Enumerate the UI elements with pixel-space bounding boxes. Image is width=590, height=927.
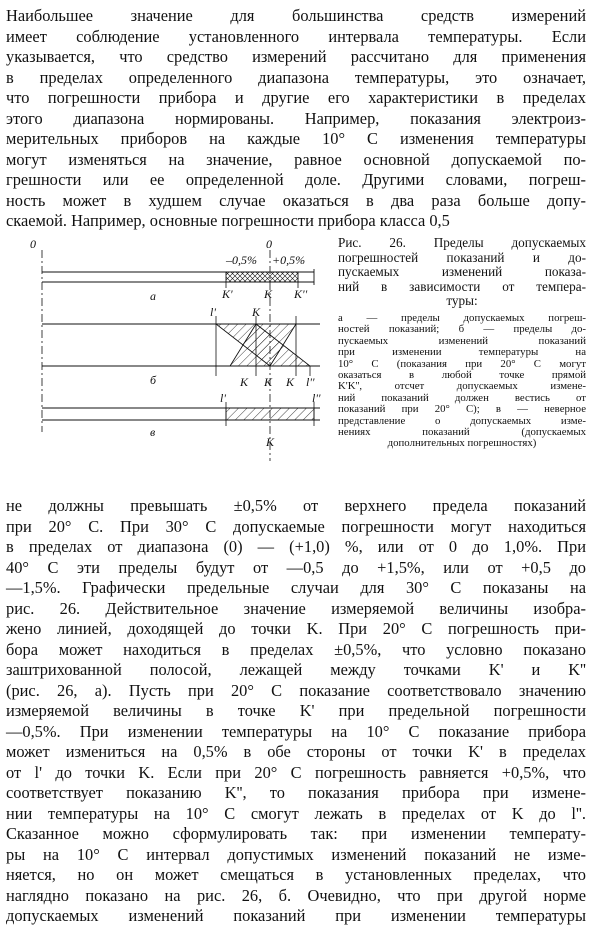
caption-body-line: 10° С (показания при 20° С могут bbox=[338, 357, 586, 370]
caption-body-line: ний показаний должен вестись от bbox=[338, 391, 586, 404]
bottom-paragraph-line: измеряемой величины в точке K' при предельной погрешности bbox=[6, 701, 586, 720]
label-K-b2: K bbox=[264, 375, 273, 389]
figure-26-diagram bbox=[20, 236, 336, 472]
label-K-b1: K bbox=[240, 375, 249, 389]
bottom-paragraph-line: —0,5%. При изменении температуры на 10° С показание прибора bbox=[6, 721, 586, 741]
minus-label: –0,5% bbox=[226, 253, 257, 267]
bottom-paragraph-line: от l' до точки K. Если при 20° С погрешность равняется +0,5%, что bbox=[6, 762, 586, 782]
bottom-paragraph-line: (рис. 26, а). Пусть при 20° С показание соответствовало значению bbox=[6, 680, 586, 700]
caption-body-line: при изменении температуры на bbox=[338, 346, 586, 359]
panel-b bbox=[42, 305, 320, 389]
bottom-paragraph-line: допускаемых изменений показаний при изменении температуры bbox=[6, 906, 586, 925]
zero-top-label: 0 bbox=[266, 237, 272, 251]
bottom-paragraph-line: няется, но он может смещаться в установленных пределах, что bbox=[6, 865, 586, 884]
label-l1-v: l' bbox=[220, 391, 226, 405]
caption-title-line: туры: bbox=[446, 293, 478, 309]
caption-body-line: а — пределы допускаемых погреш- bbox=[338, 311, 586, 324]
top-paragraph-line: грешности или ее определенной доле. Другими словами, погреш- bbox=[6, 170, 586, 189]
top-paragraph-line: указывается, что средство измерений рассчитано для применения bbox=[6, 47, 586, 66]
label-K-a: K bbox=[264, 287, 273, 301]
label-b: б bbox=[150, 373, 157, 387]
bottom-paragraph-line: наглядно показано на рис. 26, б. Очевидно, что при другой норме bbox=[6, 885, 586, 905]
bottom-paragraph-line: соответствует показанию K'', то показания прибора при измене- bbox=[6, 783, 586, 802]
caption-body-line: представление о допускаемых изме- bbox=[338, 414, 586, 427]
label-K-b3: K bbox=[286, 375, 295, 389]
bottom-paragraph-line: может измениться на 0,5% в обе стороны от точки K' в пределах bbox=[6, 742, 586, 761]
bottom-paragraph-line: —1,5%. Графически предельные случаи для 30° С показаны на bbox=[6, 578, 586, 597]
top-paragraph-line: Наибольшее значение для большинства средств измерений bbox=[6, 6, 586, 25]
caption-title-line: ний в зависимости от темпера- bbox=[338, 278, 586, 294]
caption-body bbox=[338, 313, 586, 450]
caption-title-line: пускаемых изменений показа- bbox=[338, 264, 586, 280]
top-paragraph-line: имеет соблюдение установленного интервала температуры. Если bbox=[6, 26, 586, 46]
zero-left-label: 0 bbox=[30, 237, 36, 251]
panel-a bbox=[42, 269, 314, 303]
caption-body-line: показаний при 20° С); в — неверное bbox=[338, 403, 586, 416]
bottom-paragraph-line: бора может находиться в пределах ±0,5%, что условно показано bbox=[6, 639, 586, 659]
bottom-paragraph-line: не должны превышать ±0,5% от верхнего предела показаний bbox=[6, 496, 586, 515]
bottom-paragraph-line: жено линией, доходящей до точки K. При 20° С погрешность при- bbox=[6, 619, 586, 638]
figure-caption bbox=[338, 236, 586, 450]
top-paragraph-line: скаемой. Например, основные погрешности прибора класса 0,5 bbox=[6, 211, 450, 230]
caption-body-line: пускаемых изменений показаний bbox=[338, 334, 586, 347]
bottom-paragraph-line: 40° С эти пределы будут от —0,5 до +1,5%, или от +0,5 до bbox=[6, 557, 586, 577]
top-paragraph-line: что погрешности прибора и другие его характеристики в пределах bbox=[6, 88, 586, 107]
top-paragraph-line: в пределах определенного диапазона температуры, это означает, bbox=[6, 67, 586, 87]
bottom-paragraph-line: Сказанное можно сформулировать так: при изменении температу- bbox=[6, 824, 586, 843]
top-paragraph-line: мерительных приборов на каждые 10° С изменения температуры bbox=[6, 129, 586, 148]
caption-title-line: погрешностей показаний и до- bbox=[338, 249, 586, 265]
bottom-paragraph-line: ры на 10° С интервал допустимых изменений показаний не изме- bbox=[6, 844, 586, 864]
caption-body-line: нениях показаний (допускаемых bbox=[338, 426, 586, 439]
bottom-paragraph-line: в пределах от диапазона (0) — (+1,0) %, или от 0 до 1,0%. При bbox=[6, 537, 586, 556]
label-v: в bbox=[150, 425, 156, 439]
top-paragraph-line: ность может в худшем случае оказаться в два раза больше допу- bbox=[6, 190, 586, 210]
label-K2-a: K'' bbox=[294, 287, 308, 301]
top-paragraph-line: могут изменяться на значение, равное основной допускаемой по- bbox=[6, 149, 586, 169]
caption-body-line: дополнительных погрешностях) bbox=[387, 437, 537, 450]
top-paragraph bbox=[6, 6, 586, 232]
panel-v bbox=[42, 391, 321, 449]
plus-label: +0,5% bbox=[272, 253, 306, 267]
bottom-paragraph-line: заштрихованной полосой, лежащей между точками K' и K'' bbox=[6, 660, 586, 679]
label-K1-a: K' bbox=[222, 287, 233, 301]
top-paragraph-line: этого диапазона нормированы. Например, показания электроиз- bbox=[6, 108, 586, 128]
label-l2-b: l'' bbox=[306, 375, 315, 389]
label-K-b-top: K bbox=[252, 305, 261, 319]
label-K-v: K bbox=[266, 435, 275, 449]
bottom-paragraph-line: нии температуры на 10° С смогут лежать в пределах от K до l''. bbox=[6, 803, 586, 823]
bottom-paragraph-line: при 20° С. При 30° С допускаемые погрешности могут находиться bbox=[6, 516, 586, 536]
caption-title bbox=[338, 236, 586, 309]
label-l2-v: l'' bbox=[312, 391, 321, 405]
caption-body-line: K'K'', отсчет допускаемых измене- bbox=[338, 380, 586, 393]
bottom-paragraph-line: рис. 26. Действительное значение измеряемой величины изобра- bbox=[6, 598, 586, 618]
caption-title-line: Рис. 26. Пределы допускаемых bbox=[338, 235, 586, 250]
label-l1-b: l' bbox=[210, 305, 216, 319]
label-a: а bbox=[150, 289, 156, 303]
caption-body-line: ностей показаний; б — пределы до- bbox=[338, 323, 586, 336]
bottom-paragraph bbox=[6, 496, 586, 927]
caption-body-line: оказаться в любой точке прямой bbox=[338, 369, 586, 381]
